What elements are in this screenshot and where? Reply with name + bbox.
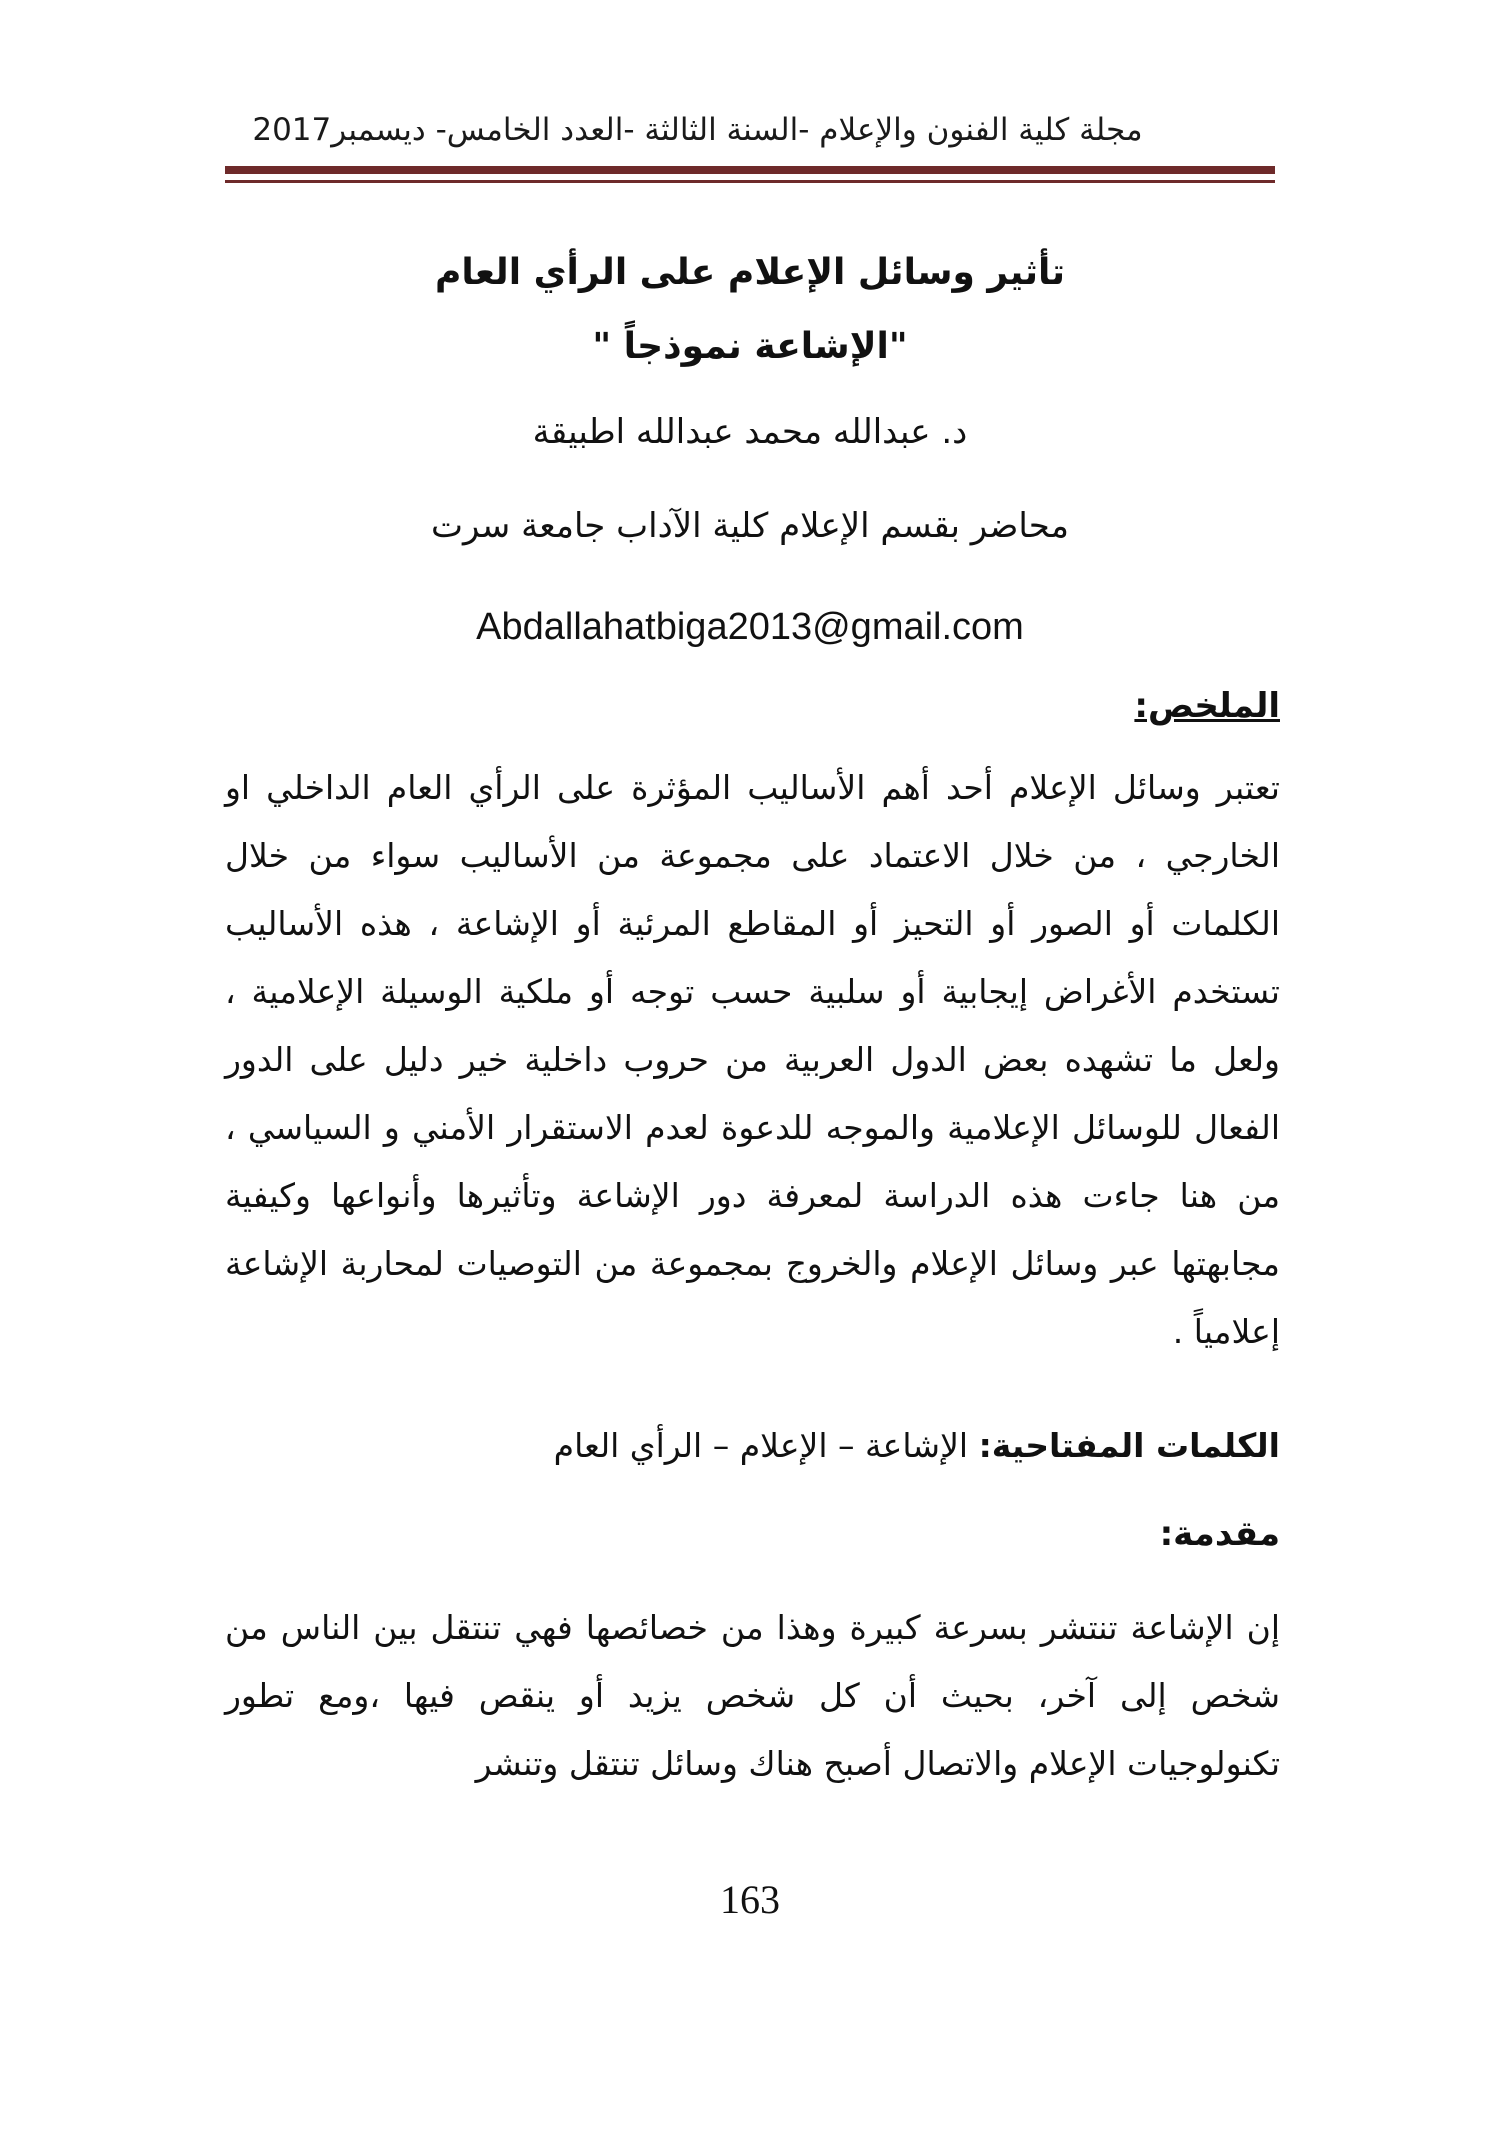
author-affiliation: محاضر بقسم الإعلام كلية الآداب جامعة سرت — [431, 506, 1069, 546]
article-title: تأثير وسائل الإعلام على الرأي العام — [434, 252, 1066, 293]
author-name: د. عبدالله محمد عبدالله اطبيقة — [532, 412, 968, 452]
keywords-value: الإشاعة – الإعلام – الرأي العام — [553, 1426, 969, 1465]
author-email: Abdallahatbiga2013@gmail.com — [476, 606, 1024, 648]
article-subtitle: "الإشاعة نموذجاً " — [592, 326, 908, 367]
keywords-line — [554, 1426, 1280, 1465]
header-rule-thin — [225, 180, 1275, 183]
introduction-text: إن الإشاعة تنتشر بسرعة كبيرة وهذا من خصائصها فهي تنتقل بين الناس من شخص إلى آخر، بحيث أن كل شخص يزيد أو ينقص فيها ،ومع تطور تكنولوجيات الإعلام والاتصال أصبح هناك وسائل تنتقل وتنشر — [225, 1608, 1280, 1783]
keywords-label: الكلمات المفتاحية: — [978, 1426, 1280, 1465]
abstract-heading: الملخص: — [1134, 686, 1280, 726]
introduction-heading: مقدمة: — [1159, 1514, 1280, 1554]
abstract-text: تعتبر وسائل الإعلام أحد أهم الأساليب المؤثرة على الرأي العام الداخلي او الخارجي ، من خلال الاعتماد على مجموعة من الأساليب سواء من خلال الكلمات أو الصور أو التحيز أو المقاطع المرئية أو الإشاعة ، هذه الأساليب تستخدم الأغراض إيجابية أو سلبية حسب توجه أو ملكية الوسيلة الإعلامية ، ولعل ما تشهده بعض الدول العربية من حروب داخلية خير دليل على الدور الفعال للوسائل الإعلامية والموجه للدعوة لعدم الاستقرار الأمني و السياسي ، من هنا جاءت هذه الدراسة لمعرفة دور الإشاعة وتأثيرها وأنواعها وكيفية مجابهتها عبر وسائل الإعلام والخروج بمجموعة من التوصيات لمحاربة الإشاعة إعلامياً . — [225, 768, 1280, 1351]
journal-header: مجلة كلية الفنون والإعلام -السنة الثالثة -العدد الخامس- ديسمبر2017 — [252, 112, 1143, 148]
page-number: 163 — [720, 1877, 780, 1922]
header-rule-thick — [225, 166, 1275, 174]
